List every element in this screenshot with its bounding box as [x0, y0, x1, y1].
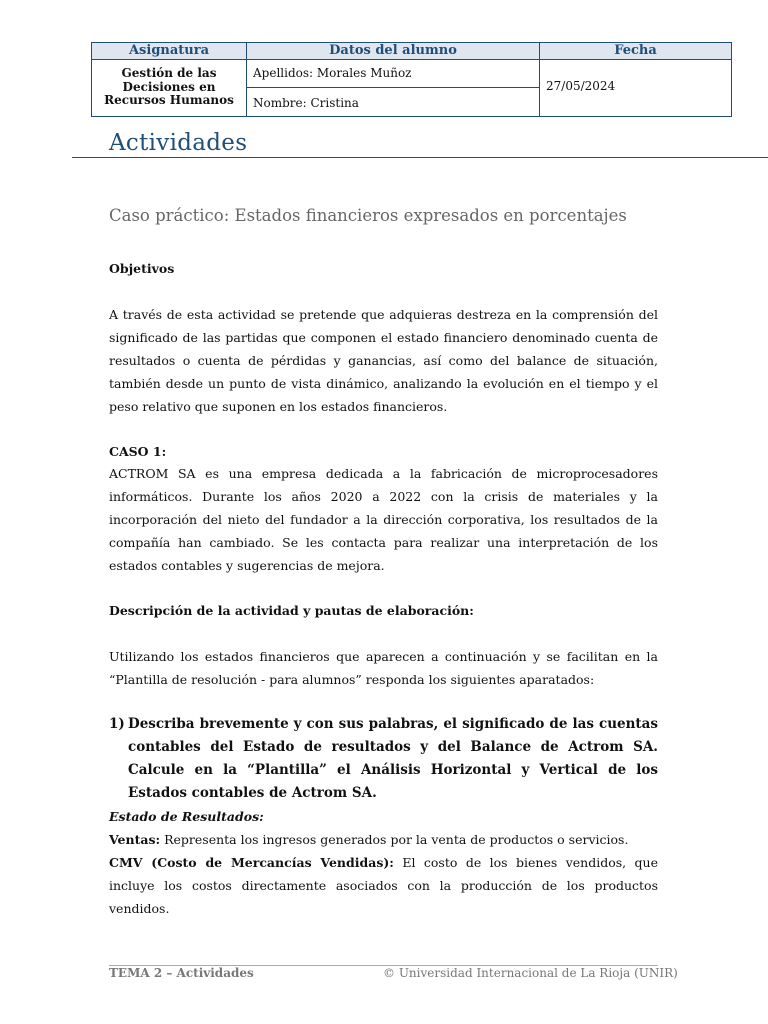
ventas-text: Representa los ingresos generados por la venta de productos o servicios.	[160, 832, 629, 847]
header-nombre: Nombre: Cristina	[247, 88, 540, 116]
estado-heading: Estado de Resultados:	[109, 809, 264, 824]
list-item-number: 1)	[109, 716, 125, 732]
ventas-label: Ventas:	[109, 832, 161, 847]
title-divider	[72, 157, 768, 158]
ventas-paragraph	[109, 828, 658, 851]
page-subtitle: Caso práctico: Estados financieros expresados en porcentajes	[109, 206, 627, 225]
header-fecha-label: Fecha	[540, 43, 731, 60]
header-datos-label: Datos del alumno	[247, 43, 540, 60]
footer-copyright: © Universidad Internacional de La Rioja (UNIR)	[383, 966, 678, 980]
header-subject: Gestión de las Decisiones en Recursos Humanos	[92, 60, 247, 116]
cmv-label: CMV (Costo de Mercancías Vendidas):	[109, 855, 394, 870]
descripcion-heading: Descripción de la actividad y pautas de elaboración:	[109, 603, 474, 618]
objetivos-text: A través de esta actividad se pretende que adquieras destreza en la comprensión del significado de las partidas que componen el estado financiero denominado cuenta de resultados o cuenta de pérdidas y ganancias, así como del balance de situación, también desde un punto de vista dinámico, analizando la evolución en el tiempo y el peso relativo que suponen en los estados financieros.	[109, 307, 658, 414]
footer-tema: TEMA 2 – Actividades	[109, 966, 254, 980]
objetivos-heading: Objetivos	[109, 261, 175, 276]
cmv-paragraph	[109, 851, 658, 920]
header-apellidos: Apellidos: Morales Muñoz	[247, 60, 540, 88]
descripcion-text: Utilizando los estados financieros que aparecen a continuación y se facilitan en la “Plantilla de resolución - para alumnos” responda los siguientes aparatados:	[109, 649, 658, 687]
header-fecha-value: 27/05/2024	[546, 79, 616, 93]
header-asignatura-label: Asignatura	[92, 43, 247, 60]
cmv-text: El costo de los bienes vendidos, que incluye los costos directamente asociados con la producción de los productos vendidos.	[109, 855, 659, 916]
header-table	[91, 42, 732, 117]
caso1-text: ACTROM SA es una empresa dedicada a la fabricación de microprocesadores informáticos. Durante los años 2020 a 2022 con la crisis de materiales y la incorporación del nieto del fundador a la dirección corporativa, los resultados de la compañía han cambiado. Se les contacta para realizar una interpretación de los estados contables y sugerencias de mejora.	[109, 466, 658, 573]
page-title: Actividades	[109, 130, 248, 156]
list-item	[109, 713, 658, 805]
list-item-text: Describa brevemente y con sus palabras, el significado de las cuentas contables del Estado de resultados y del Balance de Actrom SA. Calcule en la “Plantilla” el Análisis Horizontal y Vertical de los Estados contables de Actrom SA.	[128, 716, 658, 801]
caso1-heading: CASO 1:	[109, 444, 167, 459]
